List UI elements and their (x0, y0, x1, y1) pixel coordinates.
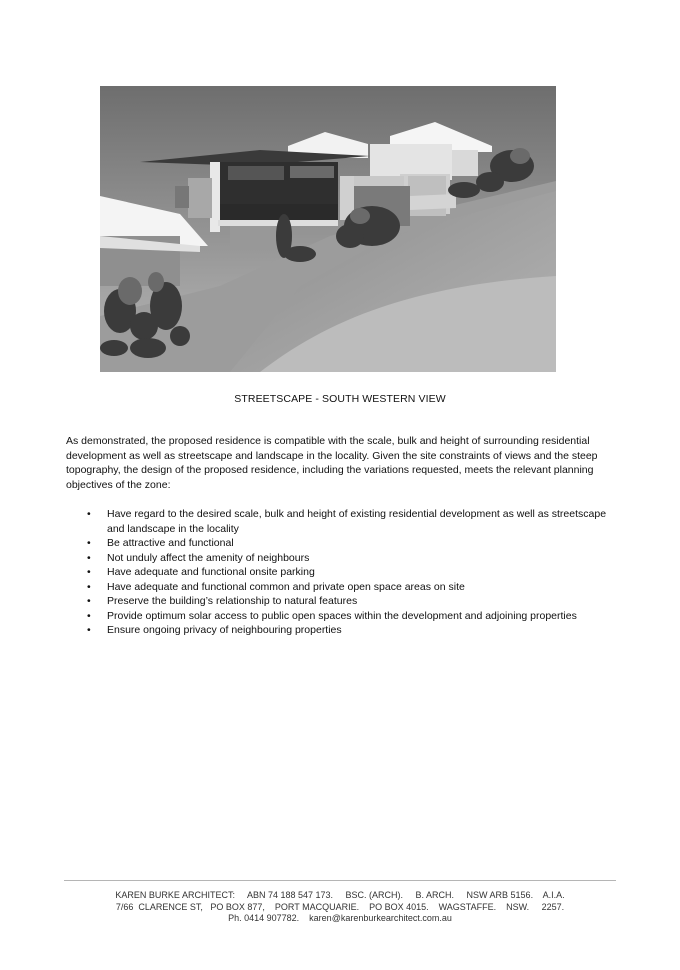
list-item-text: Have adequate and functional onsite parking (107, 566, 315, 578)
list-item-text: Preserve the building’s relationship to natural features (107, 595, 358, 607)
list-item (66, 623, 618, 638)
list-item (66, 536, 618, 551)
list-item (66, 551, 618, 566)
objectives-list (66, 507, 618, 638)
list-item (66, 609, 618, 624)
list-item (66, 565, 618, 580)
bullet-marker: • (87, 508, 91, 520)
list-item-text: Provide optimum solar access to public open spaces within the development and adjoining properties (107, 609, 577, 622)
footer-divider (64, 880, 616, 881)
list-item (66, 580, 618, 595)
list-item-text: Be attractive and functional (107, 537, 234, 549)
list-item-text: Not unduly affect the amenity of neighbours (107, 551, 310, 564)
list-item (66, 507, 618, 536)
footer-line-address: 7/66 CLARENCE ST, PO BOX 877, PORT MACQUARIE. PO BOX 4015. WAGSTAFFE. NSW. 2257. (115, 901, 565, 912)
footer-line-contact: Ph. 0414 907782. karen@karenburkearchitect.com.au (228, 913, 452, 923)
list-item (66, 594, 618, 609)
bullet-marker: • (87, 551, 91, 564)
bullet-marker: • (87, 609, 91, 622)
figure-caption: STREETSCAPE - SOUTH WESTERN VIEW (234, 393, 446, 405)
bullet-marker: • (87, 580, 91, 593)
list-item-text: Ensure ongoing privacy of neighbouring properties (107, 624, 342, 636)
intro-paragraph: As demonstrated, the proposed residence is compatible with the scale, bulk and height of surrounding residential development as well as streetscape and landscape in the locality. Given the site constraints of views and the steep topography, the design of the proposed residence, including the variations requested, meets the relevant planning objectives of the zone: (66, 435, 598, 491)
list-item-text: Have adequate and functional common and private open space areas on site (107, 580, 465, 593)
bullet-marker: • (87, 566, 91, 578)
footer (0, 890, 680, 925)
bullet-marker: • (87, 595, 91, 607)
bullet-marker: • (87, 537, 91, 549)
bullet-marker: • (87, 624, 91, 636)
streetscape-render-image (100, 86, 556, 372)
streetscape-render-graphic (100, 86, 556, 372)
footer-line-business: KAREN BURKE ARCHITECT: ABN 74 188 547 173. BSC. (ARCH). B. ARCH. NSW ARB 5156. A.I.A. (115, 890, 565, 900)
list-item-text: Have regard to the desired scale, bulk and height of existing residential development as well as streetscape and landscape in the locality (107, 508, 607, 535)
